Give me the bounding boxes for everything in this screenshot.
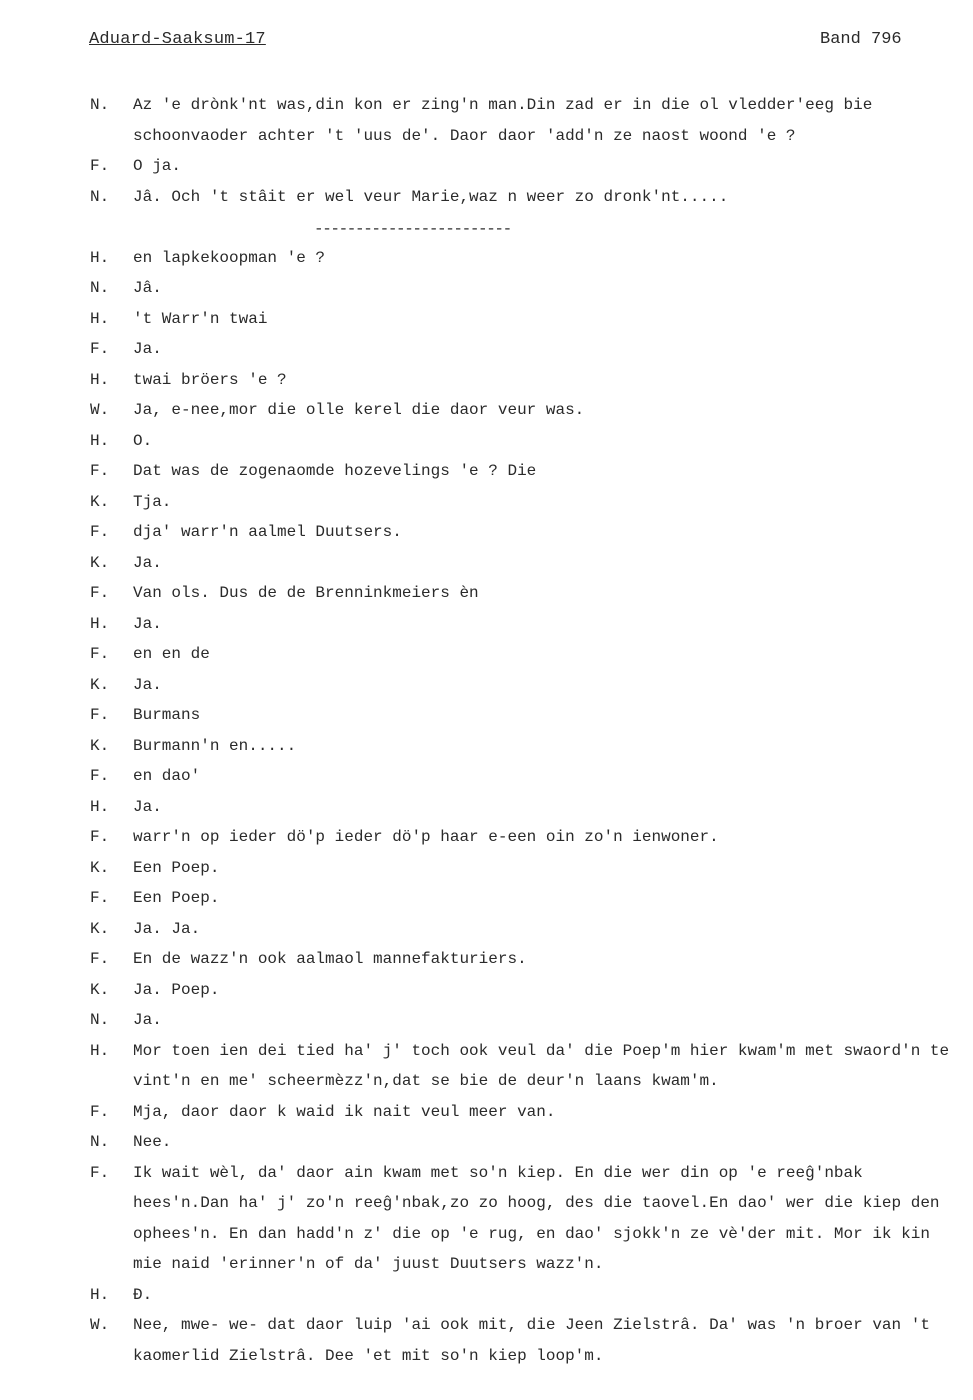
speaker-label: F.: [90, 889, 110, 907]
speaker-label: F.: [90, 1102, 110, 1121]
utterance-text: Een Poep.: [133, 858, 220, 877]
transcript-turn: [0, 304, 973, 335]
transcript: [0, 90, 973, 1371]
document-title: Aduard-Saaksum-17: [89, 30, 266, 49]
utterance-text: 't Warr'n twai: [133, 309, 268, 328]
utterance-text: Mja, daor daor k waid ik nait veul meer van.: [133, 1102, 556, 1121]
utterance-text: Az 'e drònk'nt was,din kon er zing'n man.Din zad er in die ol vledder'eeg bie schoonvaoder achter 't 'uus de'. Daor daor 'add'n ze naost woond 'e ?: [133, 96, 873, 145]
transcript-turn: [0, 426, 973, 457]
speaker-label: K.: [90, 919, 110, 938]
speaker-label: K.: [90, 736, 110, 755]
transcript-turn: [0, 487, 973, 518]
utterance-text: Burmans: [133, 706, 201, 724]
speaker-label: H.: [90, 431, 110, 450]
utterance-text: Ja.: [133, 553, 162, 572]
transcript-turn: [0, 914, 973, 945]
utterance-text: en dao': [133, 767, 201, 785]
transcript-turn: [0, 1036, 973, 1097]
transcript-turn: [0, 456, 973, 487]
utterance-text: Nee, mwe- we- dat daor luip 'ai ook mit, die Jeen Zielstrâ. Da' was 'n broer van 't kaomerlid Zielstrâ. Dee 'et mit so'n kiep loop'm.: [133, 1316, 930, 1365]
utterance-text: en lapkekoopman 'e ?: [133, 248, 326, 267]
transcript-group-after-separator: [0, 243, 973, 1372]
transcript-turn: [0, 273, 973, 304]
utterance-text: warr'n op ieder dö'p ieder dö'p haar e-een oin zo'n ienwoner.: [133, 828, 719, 846]
speaker-label: F.: [90, 645, 110, 663]
speaker-label: F.: [90, 157, 110, 175]
utterance-text: Ja, e-nee,mor die olle kerel die daor veur was.: [133, 401, 585, 419]
utterance-text: Ja.: [133, 675, 162, 694]
transcript-turn: [0, 792, 973, 823]
speaker-label: F.: [90, 340, 110, 358]
utterance-text: Burmann'n en.....: [133, 736, 297, 755]
transcript-group-before-separator: [0, 90, 973, 212]
utterance-text: Van ols. Dus de de Brenninkmeiers èn: [133, 584, 479, 602]
speaker-label: F.: [90, 523, 110, 541]
transcript-turn: [0, 1310, 973, 1371]
speaker-label: F.: [90, 706, 110, 724]
speaker-label: F.: [90, 1163, 110, 1182]
utterance-text: en en de: [133, 645, 210, 663]
utterance-text: Ja.: [133, 340, 162, 358]
transcript-turn: [0, 578, 973, 609]
speaker-label: K.: [90, 980, 110, 999]
speaker-label: N.: [90, 187, 110, 206]
utterance-text: O ja.: [133, 157, 182, 175]
transcript-turn: [0, 609, 973, 640]
section-separator: [314, 212, 973, 243]
speaker-label: F.: [90, 767, 110, 785]
transcript-turn: [0, 761, 973, 792]
utterance-text: Dat was de zogenaomde hozevelings 'e ? Die: [133, 462, 537, 480]
speaker-label: W.: [90, 1316, 110, 1334]
transcript-turn: [0, 151, 973, 182]
speaker-label: K.: [90, 675, 110, 694]
transcript-turn: [0, 944, 973, 975]
utterance-text: Tja.: [133, 492, 172, 511]
utterance-text: Een Poep.: [133, 889, 220, 907]
speaker-label: H.: [90, 309, 110, 328]
transcript-turn: [0, 1097, 973, 1128]
transcript-turn: [0, 1005, 973, 1036]
transcript-turn: [0, 365, 973, 396]
speaker-label: N.: [90, 1133, 110, 1151]
speaker-label: F.: [90, 828, 110, 846]
utterance-text: Jâ. Och 't stâit er wel veur Marie,waz n weer zo dronk'nt.....: [133, 187, 729, 206]
transcript-turn: [0, 700, 973, 731]
speaker-label: H.: [90, 248, 110, 267]
speaker-label: F.: [90, 950, 110, 968]
separator-line: ------------------------: [314, 220, 511, 238]
transcript-turn: [0, 90, 973, 151]
transcript-turn: [0, 517, 973, 548]
speaker-label: H.: [90, 797, 110, 816]
transcript-turn: [0, 395, 973, 426]
speaker-label: N.: [90, 1011, 110, 1029]
utterance-text: twai bröers 'e ?: [133, 370, 287, 389]
utterance-text: Ja.: [133, 797, 162, 816]
utterance-text: dja' warr'n aalmel Duutsers.: [133, 523, 402, 541]
utterance-text: O.: [133, 431, 153, 450]
utterance-text: Ja. Poep.: [133, 980, 220, 999]
transcript-turn: [0, 182, 973, 213]
band-number: Band 796: [820, 30, 902, 49]
transcript-turn: [0, 243, 973, 274]
utterance-text: En de wazz'n ook aalmaol mannefakturiers.: [133, 950, 527, 968]
utterance-text: Nee.: [133, 1133, 172, 1151]
utterance-text: Ja. Ja.: [133, 919, 201, 938]
utterance-text: Mor toen ien dei tied ha' j' toch ook veul da' die Poep'm hier kwam'm met swaord'n te vint'n en me' scheermèzz'n,dat se bie de deur'n laans kwam'm.: [133, 1041, 950, 1090]
utterance-text: Ja.: [133, 614, 162, 633]
utterance-text: Ja.: [133, 1011, 162, 1029]
transcript-turn: [0, 883, 973, 914]
speaker-label: W.: [90, 401, 110, 419]
speaker-label: N.: [90, 96, 110, 114]
transcript-turn: [0, 975, 973, 1006]
transcript-turn: [0, 1127, 973, 1158]
transcript-turn: [0, 548, 973, 579]
speaker-label: F.: [90, 584, 110, 602]
speaker-label: H.: [90, 370, 110, 389]
transcript-turn: [0, 822, 973, 853]
speaker-label: H.: [90, 1285, 110, 1304]
transcript-turn: [0, 1280, 973, 1311]
speaker-label: F.: [90, 462, 110, 480]
utterance-text: Ik wait wèl, da' daor ain kwam met so'n kiep. En die wer din op 'e reeĝ'nbak hees'n.Dan ha' j' zo'n reeĝ'nbak,zo zo hoog, des die taovel.En dao' wer die kiep den ophees'n. En dan hadd'n z' die op 'e rug, en dao' sjokk'n ze vè'der mit. Mor ik kin mie naid 'erinner'n of da' juust Duutsers wazz'n.: [133, 1163, 940, 1273]
utterance-text: Jâ.: [133, 279, 162, 297]
speaker-label: N.: [90, 279, 110, 297]
transcript-turn: [0, 639, 973, 670]
speaker-label: K.: [90, 553, 110, 572]
speaker-label: H.: [90, 614, 110, 633]
utterance-text: Ð.: [133, 1285, 153, 1304]
transcript-turn: [0, 334, 973, 365]
transcript-turn: [0, 731, 973, 762]
transcript-turn: [0, 1158, 973, 1280]
transcript-turn: [0, 670, 973, 701]
speaker-label: H.: [90, 1041, 110, 1060]
speaker-label: K.: [90, 858, 110, 877]
speaker-label: K.: [90, 492, 110, 511]
transcript-turn: [0, 853, 973, 884]
